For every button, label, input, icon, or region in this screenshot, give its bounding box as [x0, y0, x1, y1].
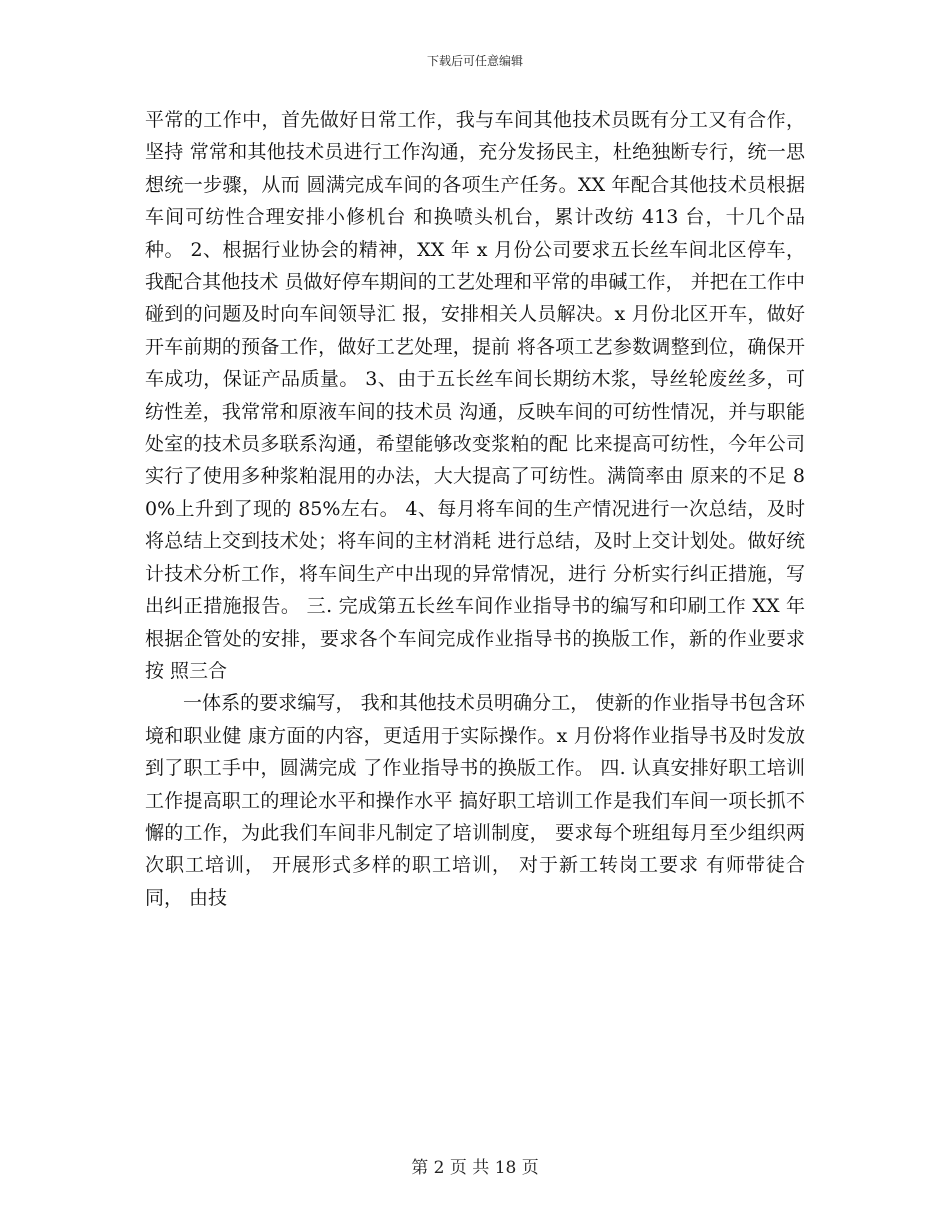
- document-body: [145, 104, 805, 914]
- page-footer: 第 2 页 共 18 页: [411, 1158, 539, 1178]
- paragraph-1: 平常的工作中，首先做好日常工作，我与车间其他技术员既有分工又有合作，坚持 常常和其他技术员进行工作沟通，充分发扬民主，杜绝独断专行，统一思想统一步骤，从而 圆满完成车间的各项生产任务。XX 年配合其他技术员根据车间可纺性合理安排小修机台 和换喷头机台，累计改纺 413 台，十几个品种。 2、根据行业协会的精神，XX 年 x 月份公司要求五长丝车间北区停车，我配合其他技术 员做好停车期间的工艺处理和平常的串碱工作， 并把在工作中碰到的问题及时向车间领导汇 报，安排相关人员解决。x 月份北区开车，做好开车前期的预备工作，做好工艺处理，提前 将各项工艺参数调整到位，确保开车成功，保证产品质量。 3、由于五长丝车间长期纺木浆，导丝轮废丝多，可纺性差，我常常和原液车间的技术员 沟通，反映车间的可纺性情况，并与职能处室的技术员多联系沟通，希望能够改变浆粕的配 比来提高可纺性，今年公司实行了使用多种浆粕混用的办法，大大提高了可纺性。满筒率由 原来的不足 80%上升到了现的 85%左右。 4、每月将车间的生产情况进行一次总结，及时将总结上交到技术处；将车间的主材消耗 进行总结，及时上交计划处。做好统计技术分析工作，将车间生产中出现的异常情况，进行 分析实行纠正措施，写出纠正措施报告。 三. 完成第五长丝车间作业指导书的编写和印刷工作 XX 年根据企管处的安排，要求各个车间完成作业指导书的换版工作，新的作业要求按 照三合: [145, 109, 805, 682]
- page-header: 下载后可任意编辑: [426, 54, 523, 68]
- paragraph-2: 一体系的要求编写， 我和其他技术员明确分工， 使新的作业指导书包含环境和职业健 康方面的内容，更适用于实际操作。x 月份将作业指导书及时发放到了职工手中，圆满完成 了作业指导书的换版工作。 四. 认真安排好职工培训工作提高职工的理论水平和操作水平 搞好职工培训工作是我们车间一项长抓不懈的工作，为此我们车间非凡制定了培训制度， 要求每个班组每月至少组织两次职工培训， 开展形式多样的职工培训， 对于新工转岗工要求 有师带徒合同， 由技: [145, 692, 805, 909]
